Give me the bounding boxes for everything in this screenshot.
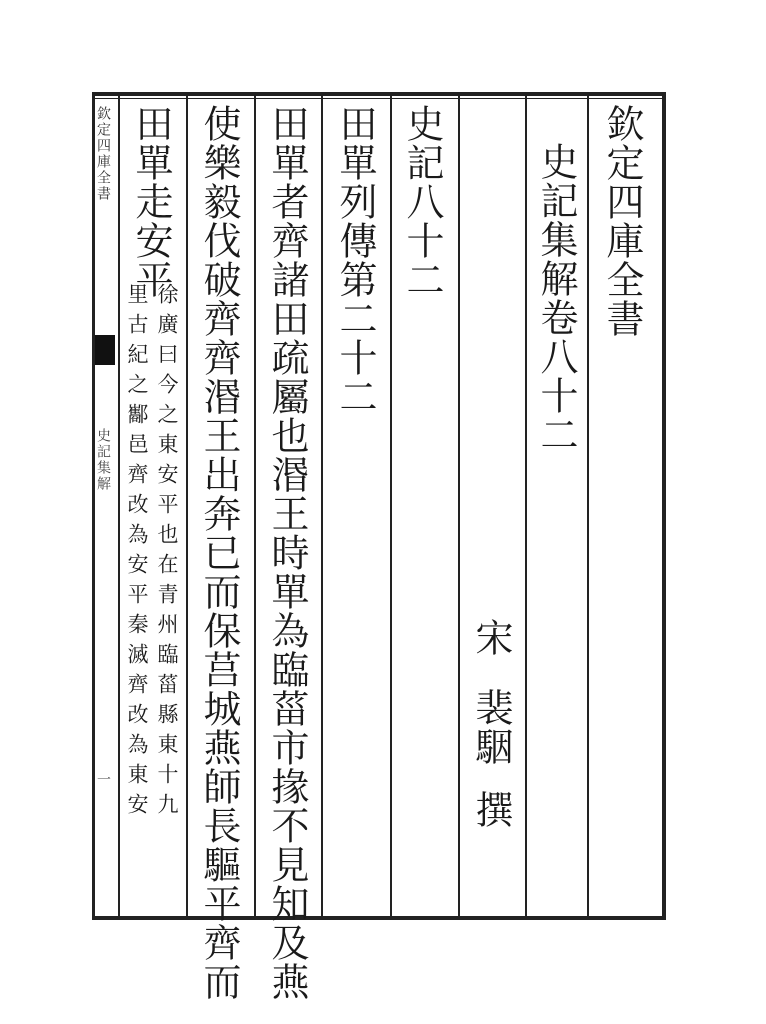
body-text-line: 使樂毅伐破齊齊湣王出奔已而保莒城燕師長驅平齊而 [197,104,241,1001]
fold-title: 欽定四庫全書 [95,106,111,202]
author-dynasty: 宋 [469,618,513,657]
fold-label: 史記集解 [95,428,111,492]
column-rule [186,96,188,916]
frame-right-border [662,92,666,920]
commentary-note: 里古紀之酅邑齊改為安平秦滅齊改為東安 [125,283,149,823]
author-name: 裴駰 [469,688,513,766]
body-text-line: 田單者齊諸田疏屬也湣王時單為臨菑市掾不見知及燕 [265,104,309,1001]
chapter-number: 史記八十二 [400,104,444,299]
frame-top-inner-border [92,98,666,99]
frame-left-border [92,92,95,920]
collection-title: 欽定四庫全書 [600,104,644,338]
frame-bottom-border [92,916,666,920]
column-rule [587,96,589,916]
column-rule [254,96,256,916]
column-rule [390,96,392,916]
commentary-note: 徐廣曰今之東安平也在青州臨菑縣東十九 [155,283,179,823]
frame-top-border [92,92,666,96]
body-text-line: 田單走安平 [129,104,173,299]
volume-title: 史記集解卷八十二 [534,142,578,454]
column-rule [525,96,527,916]
fold-fishtail-mark [95,335,115,365]
leaf-number: 一 [95,772,111,788]
column-rule [321,96,323,916]
fold-margin-rule [118,96,120,916]
column-rule [458,96,460,916]
chapter-title: 田單列傳第二十二 [333,104,377,416]
author-role: 撰 [469,790,513,829]
